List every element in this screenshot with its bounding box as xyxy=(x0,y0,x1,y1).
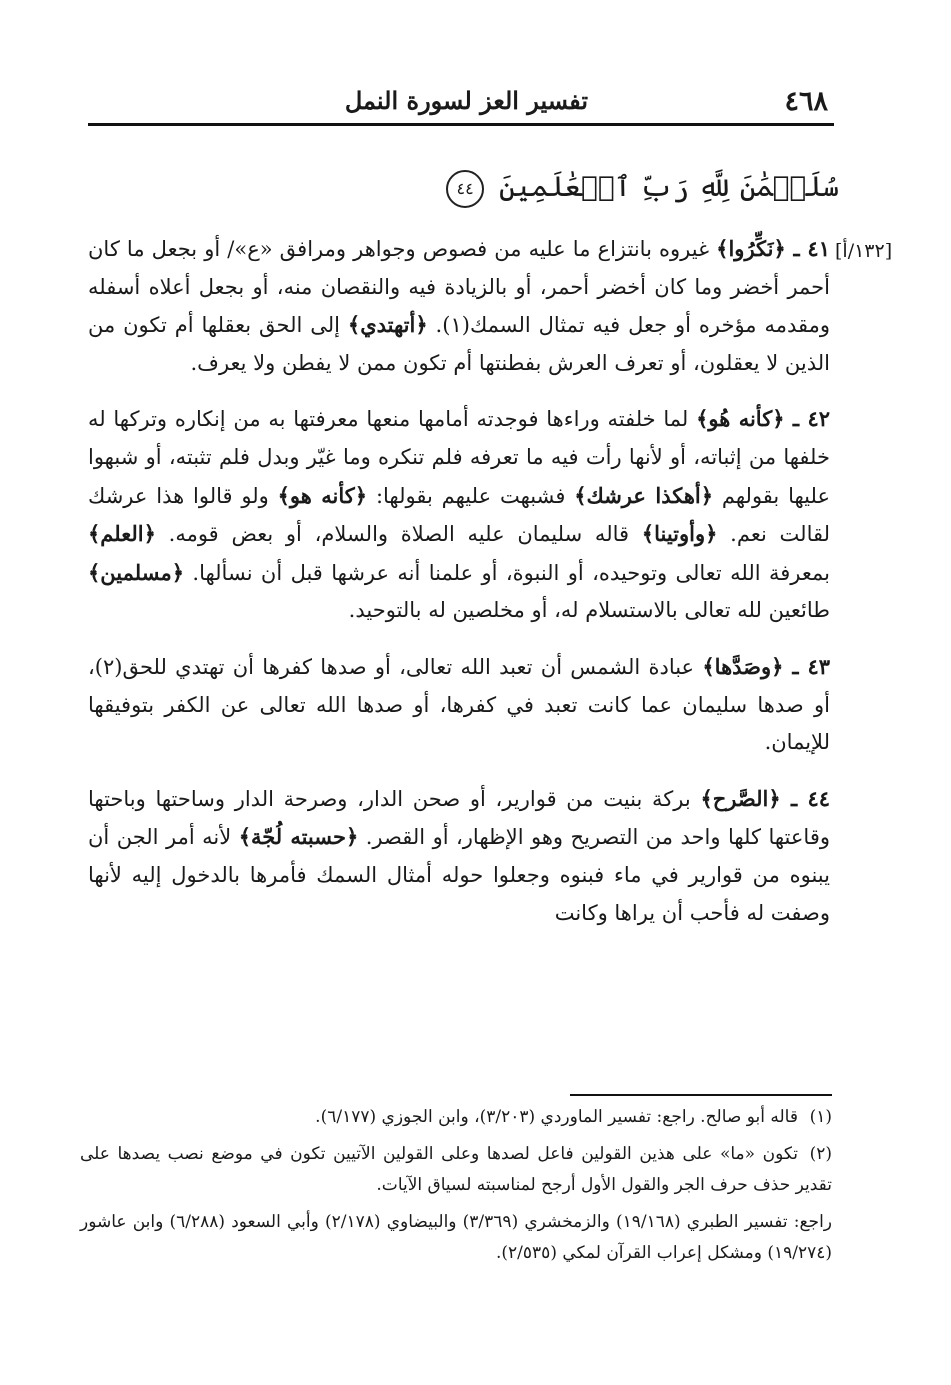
commentary-text: بمعرفة الله تعالى وتوحيده، أو النبوة، أو علمنا أنه عرشها قبل أن نسألها. xyxy=(184,560,830,585)
footnotes xyxy=(80,1102,832,1275)
verse-ref-number: ٤٤ ـ xyxy=(780,785,831,811)
footnote-rule xyxy=(570,1094,832,1096)
commentary-text: فشبهت عليهم بقولها: xyxy=(367,483,575,508)
commentary-text: غيروه بانتزاع ما عليه من فصوص وجواهر ومرافق «ع»/ أو بجعل ما كان أحمر أخضر وما كان أخضر أحمر، أو بالزيادة فيه والنقصان منه، أو بجعل أعلاه أسفله ومقدمه مؤخره أو جعل فيه تمثال السمك xyxy=(88,237,830,338)
footnote-text: قاله أبو صالح. راجع: تفسير الماوردي (٣/٢٠٣)، وابن الجوزي (٦/١٧٧). xyxy=(315,1107,798,1127)
quoted-quran-word: ﴿حسبته لُجّة﴾ xyxy=(238,824,359,850)
commentary-text: . xyxy=(427,313,443,338)
quoted-quran-word: ﴿نَكِّرُوا﴾ xyxy=(716,236,786,261)
quoted-quran-word: ﴿الصَّرح﴾ xyxy=(700,785,781,811)
quoted-quran-word: ﴿كأنه هُو﴾ xyxy=(696,406,785,432)
commentary-body xyxy=(88,230,830,950)
commentary-text: طائعين لله تعالى بالاستسلام له، أو مخلصين له بالتوحيد. xyxy=(348,598,830,623)
quoted-quran-word: ﴿أهكذا عرشك﴾ xyxy=(574,482,714,508)
verse-text: سُلَيۡمَٰنَ لِلَّهِ رَبِّ ٱلۡعَٰلَمِينَ xyxy=(498,170,839,203)
commentary-text: (٢) xyxy=(94,654,123,679)
commentary-text: إلى الحق بعقلها أم تكون من الذين لا يعقلون، أو تعرف العرش بفطنتها أم تكون ممن لا يفطن ولا يعرف. xyxy=(88,313,830,375)
footnote-text: تكون «ما» على هذين القولين فاعل لصدها وعلى القولين الآتيين تكون في موضع نصب يصدها على تقدير حذف حرف الجر والقول الأول أرجح لمناسبته لسياق الآيات. xyxy=(80,1144,832,1195)
commentary-text: بركة بنيت من قوارير، أو صحن الدار، وصرحة الدار وساحتها وباحتها وقاعتها كلها واحد من التصريح وهو الإظهار، أو القصر. xyxy=(88,786,830,850)
verse-number-marker: ٤٤ xyxy=(446,170,484,208)
commentary-text: قاله سليمان عليه الصلاة والسلام، أو بعض قومه. xyxy=(155,522,642,547)
commentary-paragraph xyxy=(88,648,830,762)
quoted-quran-word: ﴿وصَدَّها﴾ xyxy=(702,653,784,679)
commentary-paragraph xyxy=(88,400,830,630)
verse-ref-number: ٤١ ـ xyxy=(785,236,830,261)
footnote-number: (١) xyxy=(809,1107,832,1127)
commentary-paragraph xyxy=(88,780,830,932)
footnote xyxy=(80,1207,832,1269)
commentary-text: عبادة الشمس أن تعبد الله تعالى، أو صدها كفرها أن تهتدي للحق xyxy=(122,654,703,679)
footnote-text: راجع: تفسير الطبري (١٩/١٦٨) والزمخشري (٣/٣٦٩) والبيضاوي (٢/١٧٨) وأبي السعود (٦/٢٨٨) وابن عاشور (١٩/٢٧٤) ومشكل إعراب القرآن لمكي (٢/٥٣٥). xyxy=(80,1212,833,1263)
commentary-text: (١) xyxy=(442,313,470,338)
footnote xyxy=(80,1102,832,1133)
verse-ref-number: ٤٣ ـ xyxy=(783,653,830,679)
commentary-text: ، أو صدها سليمان عما كانت تعبد في كفرها، أو صدها الله تعالى عن الكفر بتوفيقها للإيمان. xyxy=(88,654,830,755)
quoted-quran-word: ﴿مسلمين﴾ xyxy=(88,559,185,585)
page-number: ٤٦٨ xyxy=(784,86,828,117)
header-rule xyxy=(88,123,834,126)
verse-ref-number: ٤٢ ـ xyxy=(784,406,830,432)
quoted-quran-word: ﴿أتهتدي﴾ xyxy=(347,312,428,338)
commentary-text: لأنه أمر الجن أن يبنوه من قوارير في ماء فبنوه وجعلوا حوله أمثال السمك فأمرها بالدخول إليه لأنها وصفت له فأحب أن يراها وكانت xyxy=(88,825,830,925)
quoted-quran-word: ﴿العلم﴾ xyxy=(88,521,156,547)
commentary-text: ولو قالوا هذا عرشك لقالت نعم. xyxy=(88,483,830,547)
page-header xyxy=(88,82,828,124)
running-title: تفسير العز لسورة النمل xyxy=(344,86,588,115)
commentary-paragraph xyxy=(88,230,830,382)
footnote xyxy=(80,1139,832,1201)
footnote-number: (٢) xyxy=(809,1144,832,1164)
quoted-quran-word: ﴿كأنه هو﴾ xyxy=(277,482,368,508)
quoted-quran-word: ﴿وأوتينا﴾ xyxy=(641,521,718,547)
commentary-text: لما خلفته وراءها فوجدته أمامها منعها معرفتها به من إنكاره وتركها له خلفها من إثباته، أو لأنها رأت فيه ما تعرفه فلم تنكره وما غيّر وبدل فلم تثبته، أو شبهوا عليها بقولهم xyxy=(88,407,830,508)
manuscript-folio-ref: [١٣٢/أ] xyxy=(835,240,893,262)
quran-verse xyxy=(419,165,839,209)
